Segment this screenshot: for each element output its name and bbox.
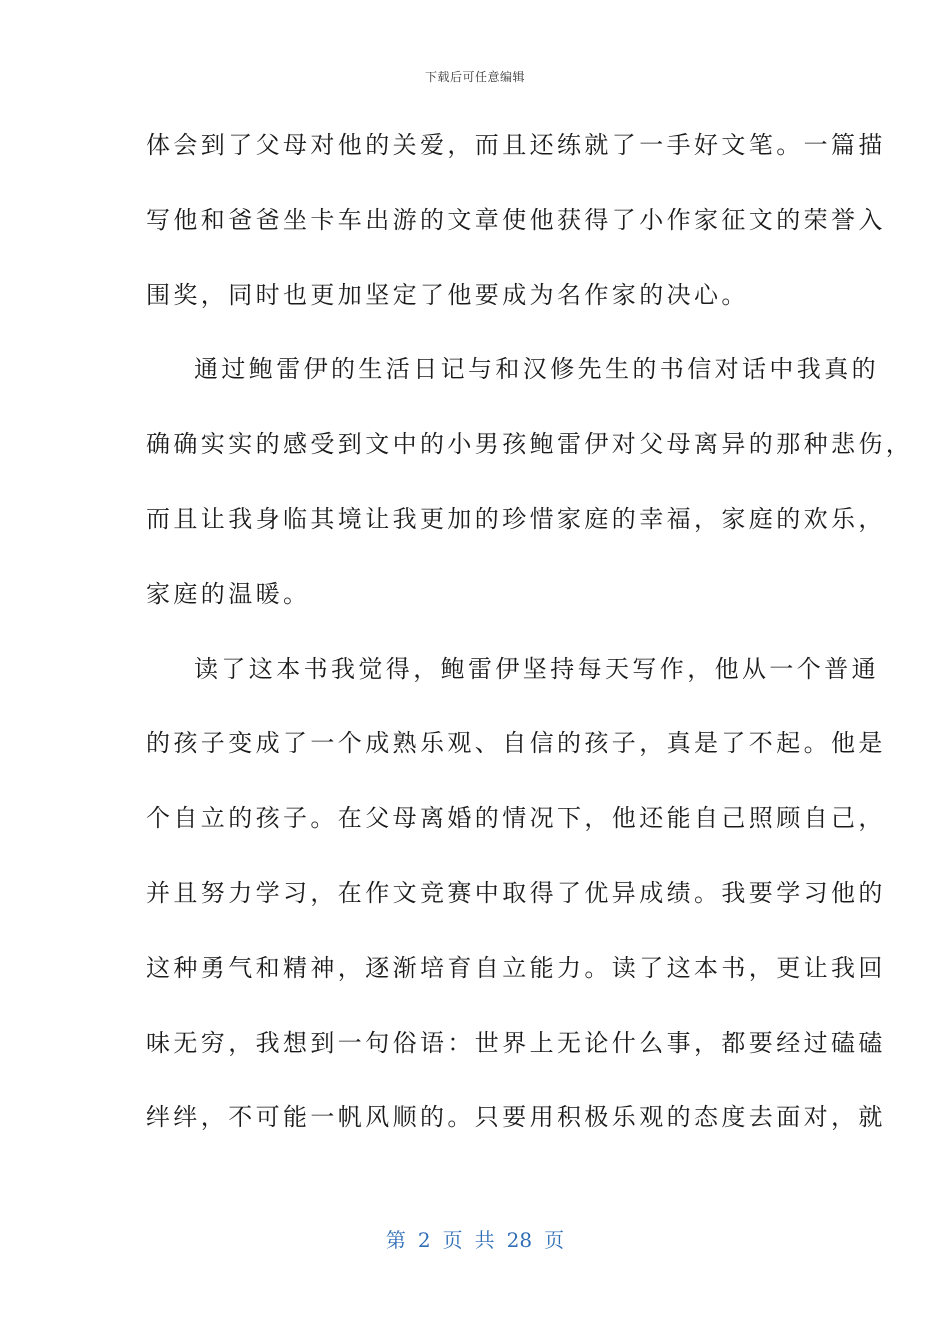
text-line: 写他和爸爸坐卡车出游的文章使他获得了小作家征文的荣誉入: [146, 205, 886, 234]
text-line: 而且让我身临其境让我更加的珍惜家庭的幸福，家庭的欢乐，: [146, 504, 886, 533]
text-line: 体会到了父母对他的关爱，而且还练就了一手好文笔。一篇描: [146, 131, 886, 159]
paragraph-start-line: 通过鲍雷伊的生活日记与和汉修先生的书信对话中我真的: [194, 355, 879, 384]
footer-gong: 共: [474, 1228, 495, 1252]
text-line: 围奖，同时也更加坚定了他要成为名作家的决心。: [146, 280, 749, 309]
text-line: 味无穷，我想到一句俗语：世界上无论什么事，都要经过磕磕: [146, 1028, 886, 1057]
footer-total-pages: 28: [506, 1228, 533, 1252]
text-line: 并且努力学习，在作文竞赛中取得了优异成绩。我要学习他的: [146, 878, 886, 907]
footer-ye-end: 页: [544, 1228, 565, 1252]
page-header: 下载后可任意编辑: [424, 70, 525, 84]
footer-ye: 页: [442, 1228, 463, 1252]
paragraph-start-line: 读了这本书我觉得，鲍雷伊坚持每天写作，他从一个普通: [194, 654, 879, 683]
document-body: [146, 118, 914, 1165]
page-footer: [0, 1224, 950, 1253]
text-line: 的孩子变成了一个成熟乐观、自信的孩子，真是了不起。他是: [146, 729, 886, 758]
text-line: 绊绊，不可能一帆风顺的。只要用积极乐观的态度去面对，就: [146, 1103, 886, 1132]
text-line: 家庭的温暖。: [146, 579, 311, 608]
text-line: 确确实实的感受到文中的小男孩鲍雷伊对父母离异的那种悲伤，: [146, 430, 914, 459]
footer-di: 第: [385, 1228, 406, 1252]
footer-page-number: 2: [417, 1228, 431, 1252]
text-line: 这种勇气和精神，逐渐培育自立能力。读了这本书，更让我回: [146, 953, 886, 982]
text-line: 个自立的孩子。在父母离婚的情况下，他还能自己照顾自己，: [146, 804, 886, 833]
